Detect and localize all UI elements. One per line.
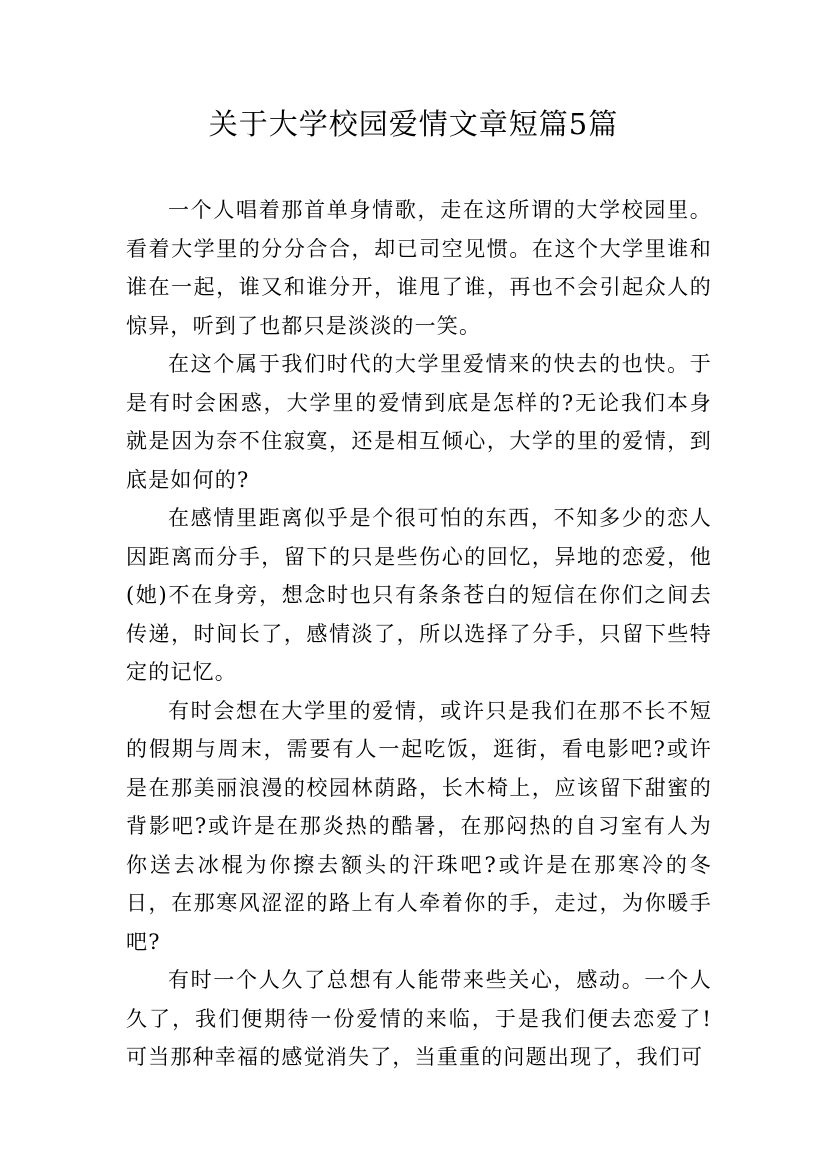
document-title: 关于大学校园爱情文章短篇5篇: [208, 107, 619, 141]
paragraph-4: 有时会想在大学里的爱情，或许只是我们在那不长不短的假期与周末，需要有人一起吃饭，逛街，看电影吧?或许是在那美丽浪漫的校园林荫路，长木椅上，应该留下甜蜜的背影吧?或许是在那炎热的酷暑，在那闷热的自习室有人为你送去冰棍为你擦去额头的汗珠吧?或许是在那寒冷的冬日，在那寒风涩涩的路上有人牵着你的手，走过，为你暖手吧?: [126, 698, 712, 954]
document-body: [126, 191, 712, 1077]
paragraph-1: 一个人唱着那首单身情歌，走在这所谓的大学校园里。看着大学里的分分合合，却已司空见惯。在这个大学里谁和谁在一起，谁又和谁分开，谁甩了谁，再也不会引起众人的惊异，听到了也都只是淡淡的一笑。: [126, 198, 712, 338]
paragraph-3: 在感情里距离似乎是个很可怕的东西，不知多少的恋人因距离而分手，留下的只是些伤心的回忆，异地的恋爱，他(她)不在身旁，想念时也只有条条苍白的短信在你们之间去传递，时间长了，感情淡了，所以选择了分手，只留下些特定的记忆。: [126, 506, 712, 684]
paragraph-5: 有时一个人久了总想有人能带来些关心，感动。一个人久了，我们便期待一份爱情的来临，于是我们便去恋爱了!可当那种幸福的感觉消失了，当重重的问题出现了，我们可: [126, 968, 712, 1069]
paragraph-2: 在这个属于我们时代的大学里爱情来的快去的也快。于是有时会困惑，大学里的爱情到底是怎样的?无论我们本身就是因为奈不住寂寞，还是相互倾心，大学的里的爱情，到底是如何的?: [126, 352, 712, 492]
